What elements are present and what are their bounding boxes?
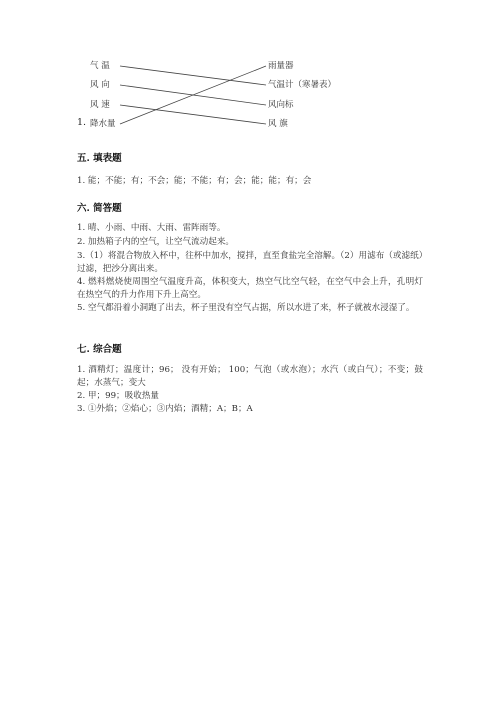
right-term: 雨量器 [268,61,294,71]
match-line [120,105,266,124]
right-term: 气温计（寒暑表） [268,80,337,90]
right-term: 风向标 [268,100,294,110]
match-line [120,66,266,124]
matching-diagram [88,56,337,136]
section-heading: 六. 简答题 [77,203,122,214]
answer-line: 2. 加热箱子内的空气，让空气流动起来。 [77,237,235,247]
left-term: 降水量 [90,119,116,129]
answer-line: 2. 甲；99；吸收热量 [77,391,160,401]
answer-line: 1. 能；不能；有；不会；能；不能；有；会；能；能；有；会 [77,176,312,186]
question-number: 1. [77,117,87,128]
section-heading: 五. 填表题 [77,153,122,164]
answer-line: 5. 空气都沿着小洞跑了出去，杯子里没有空气占据，所以水进了来，杯子就被水浸湿了。 [77,303,415,313]
left-term: 气 温 [90,61,110,71]
answer-line: 1. 酒精灯；温度计；96； 没有开始； 100；气泡（或水泡）；水汽（或白气）；不变；鼓起；水蒸气；变大 [77,365,423,388]
right-term: 风 旗 [268,119,288,129]
section-heading: 七. 综合题 [77,344,122,355]
left-term: 风 速 [90,100,110,110]
answer-line: 4. 燃料燃烧使周围空气温度升高，体积变大，热空气比空气轻，在空气中会上升，孔明灯在热空气的升力作用下升上高空。 [77,277,423,300]
answer-line: 3. ①外焰；②焰心；③内焰；酒精；A；B；A [77,404,253,414]
left-term: 风 向 [90,80,110,90]
answer-line: 3.（1）将混合物放入杯中，往杯中加水，搅拌，直至食盐完全溶解。（2）用滤布（或滤纸）过滤，把沙分离出来。 [77,251,423,274]
match-line [120,66,266,85]
answer-line: 1. 晴、小雨、中雨、大雨、雷阵雨等。 [77,223,226,233]
